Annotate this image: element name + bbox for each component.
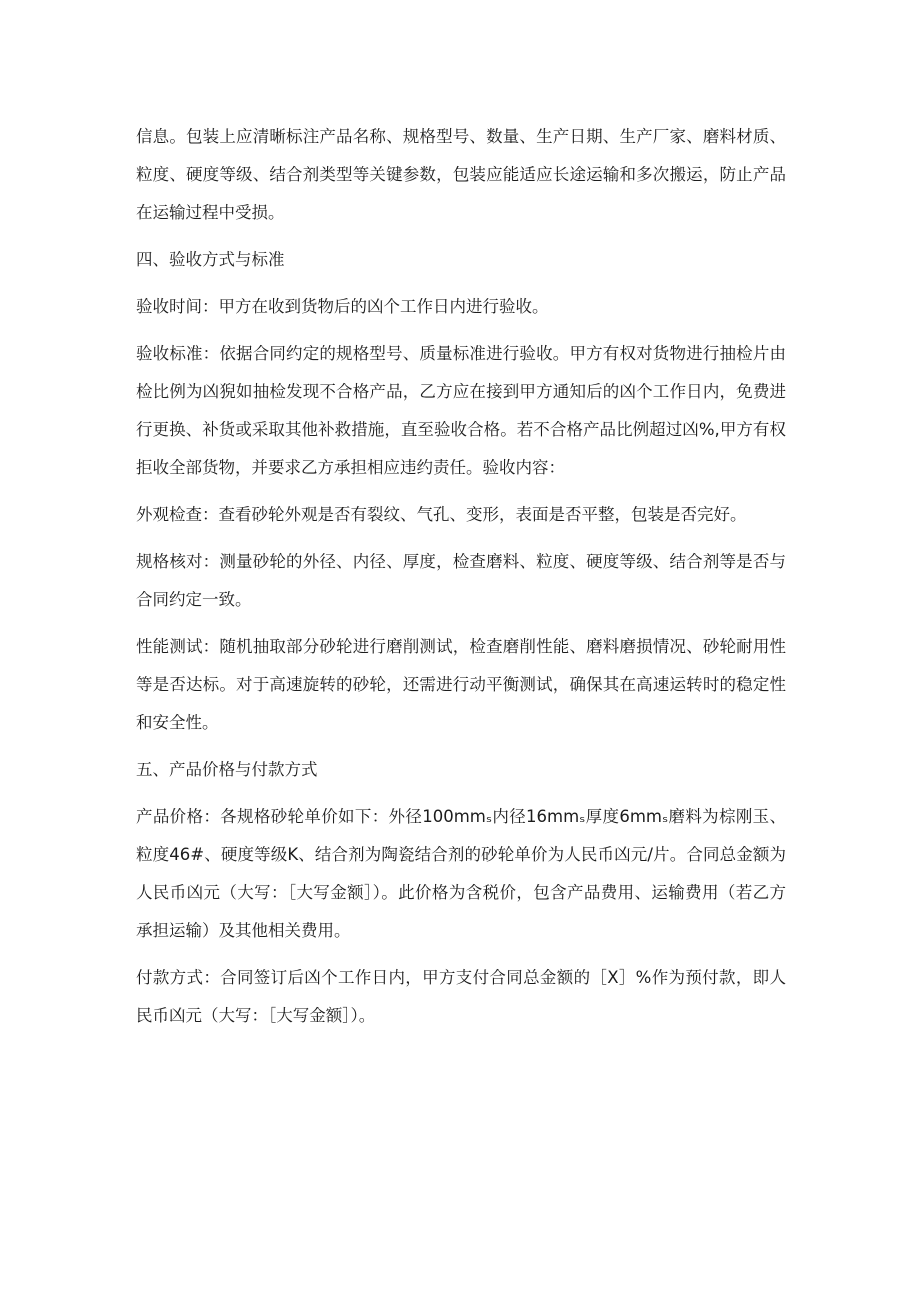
paragraph-packaging-info: 信息。包装上应清晰标注产品名称、规格型号、数量、生产日期、生产厂家、磨料材质、粒度、硬度等级、结合剂类型等关键参数，包装应能适应长途运输和多次搬运，防止产品在运输过程中受损。 [136, 127, 786, 222]
paragraph-performance-test: 性能测试：随机抽取部分砂轮进行磨削测试，检查磨削性能、磨料磨损情况、砂轮耐用性等是否达标。对于高速旋转的砂轮，还需进行动平衡测试，确保其在高速运转时的稳定性和安全性。 [136, 637, 786, 732]
paragraph-acceptance-standard: 验收标准：依据合同约定的规格型号、质量标准进行验收。甲方有权对货物进行抽检片由检比例为凶猊如抽检发现不合格产品，乙方应在接到甲方通知后的凶个工作日内，免费进行更换、补货或采取其他补救措施，直至验收合格。若不合格产品比例超过凶%,甲方有权拒收全部货物，并要求乙方承担相应违约责任。验收内容： [136, 344, 786, 477]
section-heading-price-payment: 五、产品价格与付款方式 [136, 760, 318, 779]
paragraph-appearance-check: 外观检查：查看砂轮外观是否有裂纹、气孔、变形，表面是否平整，包装是否完好。 [136, 505, 747, 524]
paragraph-acceptance-time: 验收时间：甲方在收到货物后的凶个工作日内进行验收。 [136, 297, 549, 316]
paragraph-spec-check: 规格核对：测量砂轮的外径、内径、厚度，检查磨料、粒度、硬度等级、结合剂等是否与合同约定一致。 [136, 552, 786, 609]
document-body [136, 118, 786, 1035]
section-heading-acceptance: 四、验收方式与标准 [136, 250, 285, 269]
paragraph-payment-method: 付款方式：合同签订后凶个工作日内，甲方支付合同总金额的［X］%作为预付款，即人民币凶元（大写：［大写金额］）。 [136, 968, 786, 1025]
paragraph-product-price: 产品价格：各规格砂轮单价如下：外径100mmₛ内径16mmₛ厚度6mmₛ磨料为棕刚玉、粒度46#、硬度等级K、结合剂为陶瓷结合剂的砂轮单价为人民币凶元/片。合同总金额为人民币凶元（大写：［大写金额］）。此价格为含税价，包含产品费用、运输费用（若乙方承担运输）及其他相关费用。 [136, 807, 786, 940]
